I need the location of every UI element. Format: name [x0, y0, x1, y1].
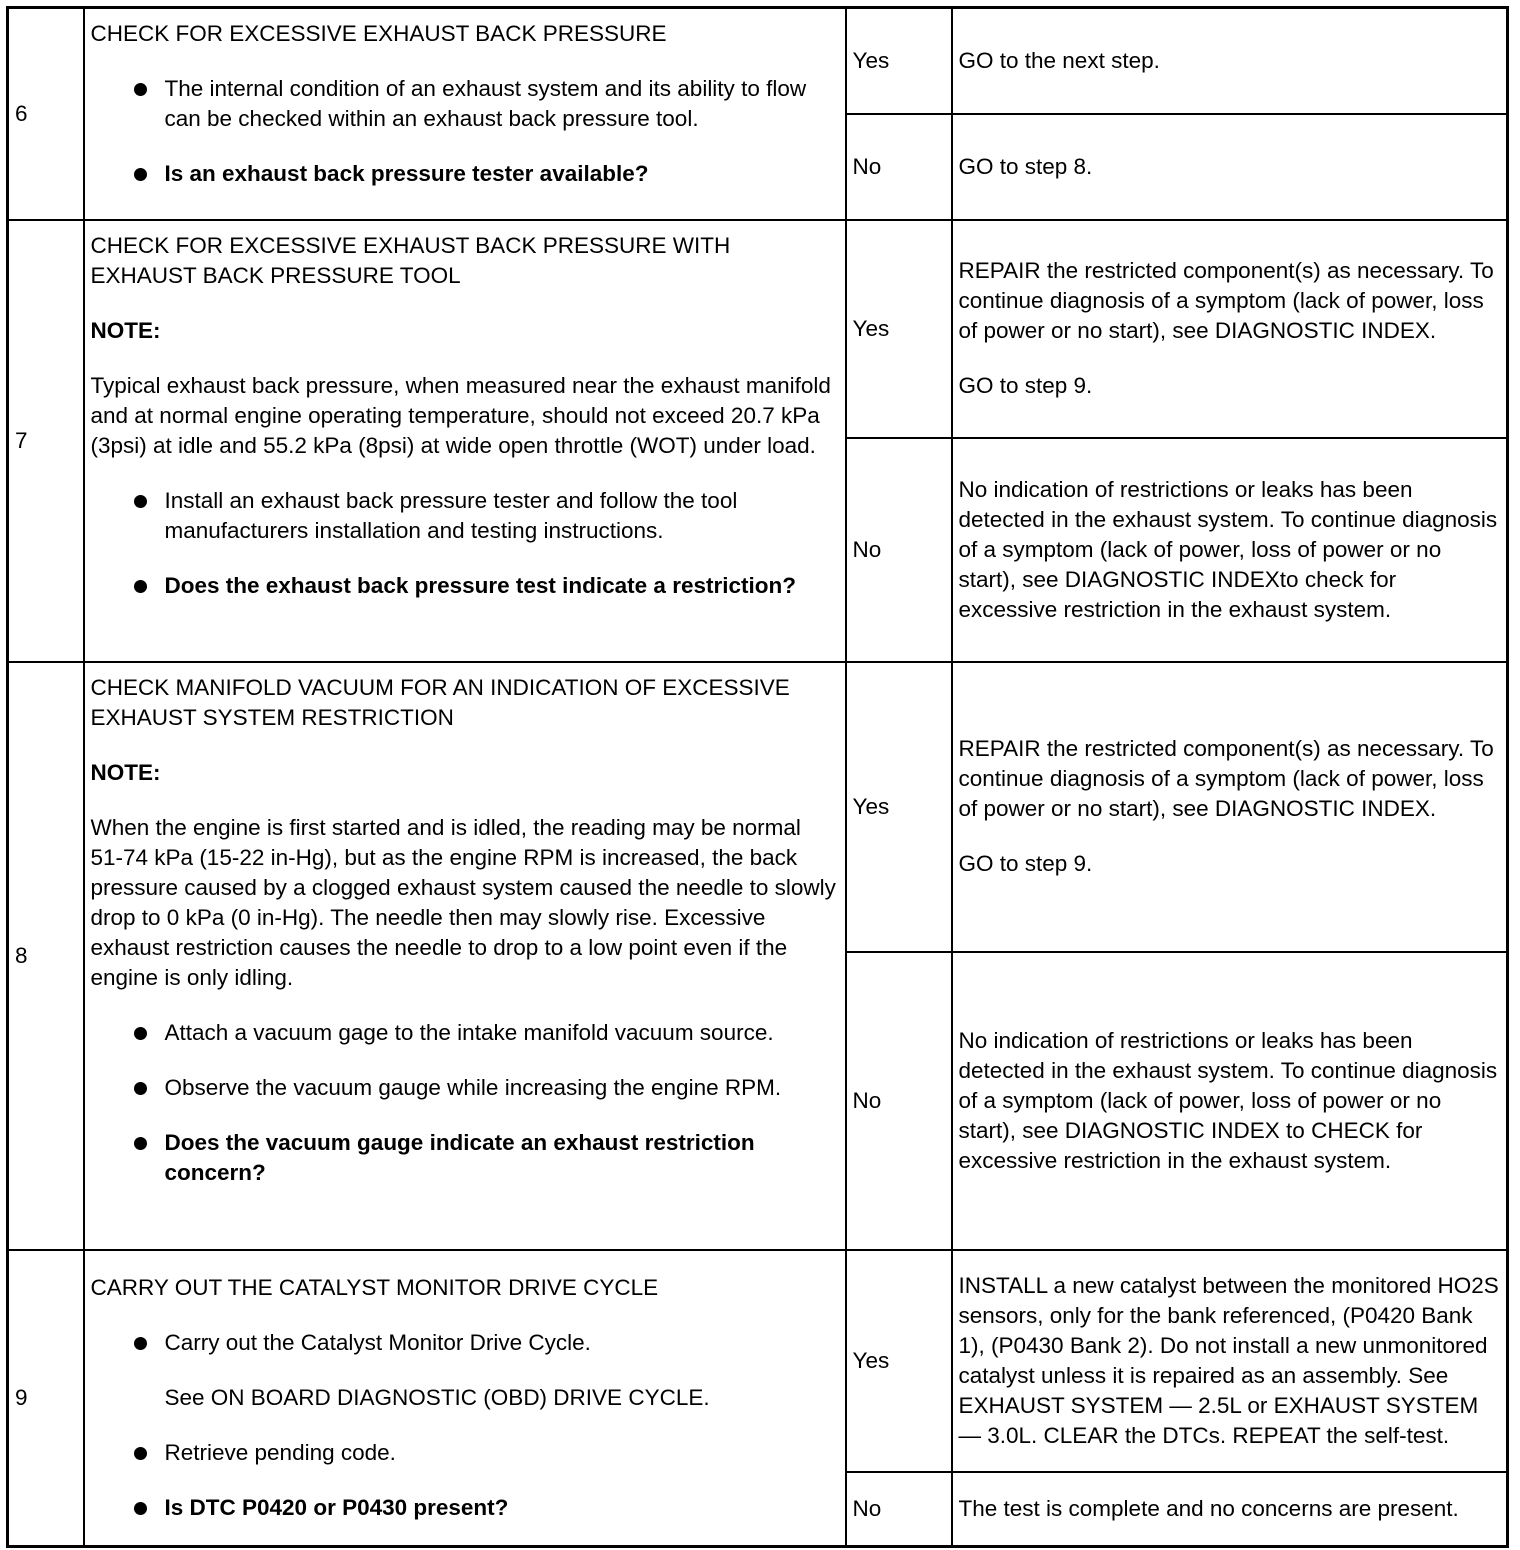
- yes-result: REPAIR the restricted component(s) as necessary. To continue diagnosis of a symptom (lack of power, loss of power or no start), see DIAGNOSTIC INDEX.: [958, 736, 1494, 821]
- table-row-step-7: [8, 220, 1508, 438]
- bullet-item: Observe the vacuum gauge while increasing the engine RPM.: [91, 1073, 839, 1103]
- action-cell: [84, 662, 846, 1250]
- yes-result-goto: GO to step 9.: [958, 851, 1093, 876]
- step-title: CHECK MANIFOLD VACUUM FOR AN INDICATION OF EXCESSIVE EXHAUST SYSTEM RESTRICTION: [90, 674, 790, 730]
- yes-result: INSTALL a new catalyst between the monitored HO2S sensors, only for the bank referenced, (P0420 Bank 1), (P0430 Bank 2). Do not install a new unmonitored catalyst unless it is repaired as an assembly. See EXHAUST SYSTEM — 2.5L or EXHAUST SYSTEM — 3.0L. CLEAR the DTCs. REPEAT the self-test.: [952, 1250, 1508, 1472]
- bullet-item: The internal condition of an exhaust system and its ability to flow can be checked within an exhaust back pressure tool.: [91, 74, 839, 134]
- no-label: No: [846, 952, 952, 1250]
- step-number: 6: [8, 8, 84, 220]
- yes-result-cell: [952, 220, 1508, 438]
- note-label: NOTE:: [90, 759, 161, 785]
- note-text: Typical exhaust back pressure, when measured near the exhaust manifold and at normal engine operating temperature, should not exceed 20.7 kPa (3psi) at idle and 55.2 kPa (8psi) at wide open throttle (WOT) under load.: [90, 372, 831, 458]
- table-row-step-6: [8, 8, 1508, 114]
- no-label: No: [846, 438, 952, 662]
- step-title: CARRY OUT THE CATALYST MONITOR DRIVE CYCLE: [90, 1274, 659, 1300]
- no-label: No: [846, 1472, 952, 1547]
- bullet-item: Install an exhaust back pressure tester and follow the tool manufacturers installation and testing instructions.: [91, 486, 839, 546]
- table-row-step-9: [8, 1250, 1508, 1472]
- step-title: CHECK FOR EXCESSIVE EXHAUST BACK PRESSURE WITH EXHAUST BACK PRESSURE TOOL: [90, 232, 731, 288]
- diagnostic-table: [6, 6, 1509, 1548]
- action-cell: [84, 8, 846, 220]
- question: Is DTC P0420 or P0430 present?: [91, 1493, 839, 1523]
- note-text: When the engine is first started and is idled, the reading may be normal 51-74 kPa (15-22 in-Hg), but as the engine RPM is increased, the back pressure caused by a clogged exhaust system caused the needle to slowly drop to 0 kPa (0 in-Hg). The needle then may slowly rise. Excessive exhaust restriction causes the needle to drop to a low point even if the engine is only idling.: [90, 814, 836, 990]
- yes-result-goto: GO to step 9.: [958, 373, 1093, 398]
- bullet-item: Attach a vacuum gage to the intake manifold vacuum source.: [91, 1018, 839, 1048]
- action-cell: [84, 1250, 846, 1547]
- step-title: CHECK FOR EXCESSIVE EXHAUST BACK PRESSURE: [90, 21, 667, 46]
- no-result: No indication of restrictions or leaks has been detected in the exhaust system. To continue diagnosis of a symptom (lack of power, loss of power or no start), see DIAGNOSTIC INDEX to CHECK for excessive restriction in the exhaust system.: [952, 952, 1508, 1250]
- yes-label: Yes: [846, 1250, 952, 1472]
- step-number: 9: [8, 1250, 84, 1547]
- bullet-item: Carry out the Catalyst Monitor Drive Cycle.: [91, 1328, 839, 1358]
- step-number: 8: [8, 662, 84, 1250]
- table-row-step-8: [8, 662, 1508, 952]
- question: Does the vacuum gauge indicate an exhaust restriction concern?: [91, 1128, 839, 1188]
- no-result: No indication of restrictions or leaks has been detected in the exhaust system. To continue diagnosis of a symptom (lack of power, loss of power or no start), see DIAGNOSTIC INDEXto check for excessive restriction in the exhaust system.: [952, 438, 1508, 662]
- step-number: 7: [8, 220, 84, 662]
- reference-link[interactable]: See ON BOARD DIAGNOSTIC (OBD) DRIVE CYCLE.: [164, 1384, 710, 1410]
- yes-result: REPAIR the restricted component(s) as necessary. To continue diagnosis of a symptom (lack of power, loss of power or no start), see DIAGNOSTIC INDEX.: [958, 258, 1494, 343]
- yes-label: Yes: [846, 220, 952, 438]
- yes-label: Yes: [846, 662, 952, 952]
- question: Is an exhaust back pressure tester available?: [91, 159, 839, 189]
- note-label: NOTE:: [90, 317, 161, 343]
- no-result: GO to step 8.: [952, 114, 1508, 220]
- action-cell: [84, 220, 846, 662]
- bullet-item: Retrieve pending code.: [91, 1438, 839, 1468]
- yes-result-cell: [952, 662, 1508, 952]
- yes-result: GO to the next step.: [952, 8, 1508, 114]
- yes-label: Yes: [846, 8, 952, 114]
- question: Does the exhaust back pressure test indicate a restriction?: [91, 571, 839, 601]
- no-label: No: [846, 114, 952, 220]
- no-result: The test is complete and no concerns are present.: [952, 1472, 1508, 1547]
